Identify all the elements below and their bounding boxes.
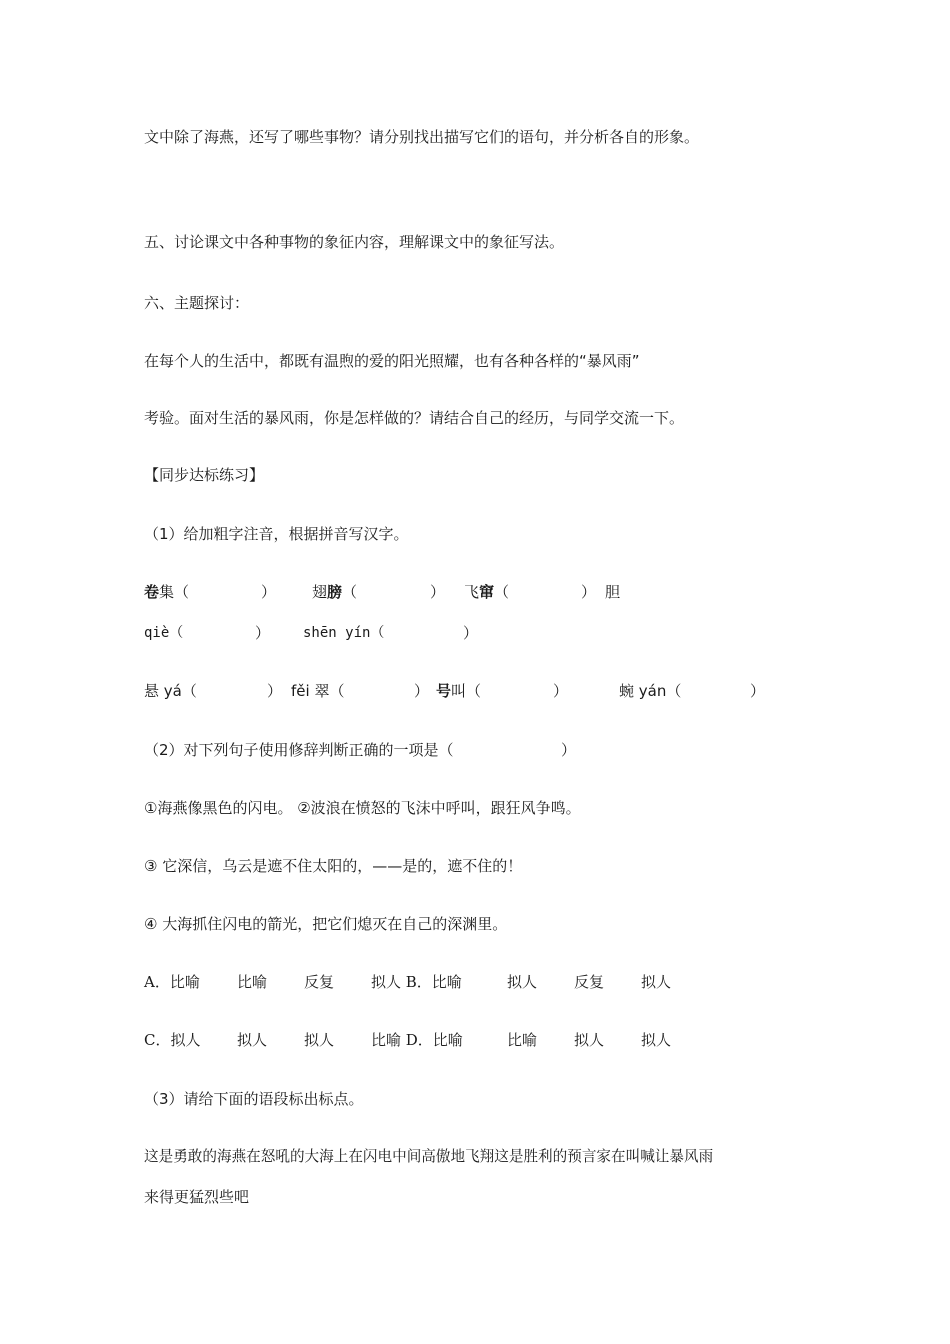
row3-item-d: 蜿 yán（: [619, 682, 682, 700]
exercise-heading: 【同步达标练习】: [144, 466, 265, 484]
item-text: （: [494, 583, 510, 601]
item-text: （: [342, 583, 358, 601]
section-5-heading: 五、讨论课文中各种事物的象征内容，理解课文中的象征写法。: [144, 233, 565, 251]
choice-cell: 比喻 D．比喻: [371, 1031, 463, 1049]
row2-item-a-close: ）: [255, 624, 271, 642]
row2-item-a: qiè（: [144, 625, 184, 641]
row3-item-c-close: ）: [553, 682, 569, 700]
exercise-1-row-2: [144, 623, 844, 643]
choice-cell: 反复: [304, 973, 335, 991]
row3-item-a: 悬 yá（: [144, 682, 197, 700]
row3-item-c: [436, 681, 481, 701]
row3-item-d-close: ）: [750, 682, 766, 700]
exercise-1-prompt: （1）给加粗字注音，根据拼音写汉字。: [144, 525, 409, 543]
bold-char: 窜: [479, 583, 495, 601]
row1-item-b: [312, 582, 357, 602]
choice-cell: 拟人: [641, 1031, 672, 1049]
theme-text-line-2: 考验。面对生活的暴风雨，你是怎样做的？请结合自己的经历，与同学交流一下。: [144, 409, 685, 427]
section-6-heading: 六、主题探讨：: [144, 294, 250, 312]
choice-cell: C．拟人: [144, 1031, 201, 1049]
exercise-1-row-1: [144, 582, 844, 602]
bold-char: 卷: [144, 583, 160, 601]
choices-c-d: [144, 1030, 844, 1050]
choice-cell: 拟人: [304, 1031, 335, 1049]
row1-item-b-close: ）: [430, 583, 446, 601]
choice-cell: 拟人 B．比喻: [371, 973, 462, 991]
exercise-2-close: ）: [561, 741, 577, 759]
row1-item-c: [464, 582, 509, 602]
exercise-3-passage-line-2: 来得更猛烈些吧: [144, 1188, 250, 1206]
choice-cell: 拟人: [237, 1031, 268, 1049]
item-text: 集（: [159, 583, 190, 601]
bold-char: 号: [436, 682, 452, 700]
exercise-2-sentence-4: ④ 大海抓住闪电的箭光，把它们熄灭在自己的深渊里。: [144, 915, 508, 933]
row1-item-d: 胆: [605, 583, 621, 601]
choice-cell: 拟人: [574, 1031, 605, 1049]
row3-item-a-close: ）: [267, 682, 283, 700]
row2-item-b-close: ）: [463, 624, 479, 642]
item-text: 翅: [312, 583, 328, 601]
choice-cell: A．比喻: [144, 973, 200, 991]
exercise-2-sentence-3: ③ 它深信，乌云是遮不住太阳的，——是的，遮不住的！: [144, 857, 523, 875]
row1-item-c-close: ）: [581, 583, 597, 601]
row3-item-b-close: ）: [414, 682, 430, 700]
exercise-2-sentences-1-2: ①海燕像黑色的闪电。 ②波浪在愤怒的飞沫中呼叫，跟狂风争鸣。: [144, 799, 581, 817]
choice-cell: 反复: [574, 973, 605, 991]
question-4: 文中除了海燕，还写了哪些事物？请分别找出描写它们的语句，并分析各自的形象。: [144, 128, 700, 146]
bold-char: 膀: [327, 583, 343, 601]
row3-item-b: fěi 翠（: [291, 682, 345, 700]
choice-cell: 比喻: [507, 1031, 538, 1049]
choice-cell: 比喻: [237, 973, 268, 991]
exercise-2-prompt: （2）对下列句子使用修辞判断正确的一项是（: [144, 741, 454, 759]
item-text: 飞: [464, 583, 480, 601]
item-text: 叫（: [451, 682, 482, 700]
exercise-1-row-3: [144, 681, 844, 701]
exercise-2-prompt-line: [144, 740, 844, 760]
exercise-3-prompt: （3）请给下面的语段标出标点。: [144, 1090, 364, 1108]
row1-item-a-close: ）: [261, 583, 277, 601]
choices-a-b: [144, 972, 844, 992]
row2-item-b: shēn yín（: [303, 625, 385, 641]
theme-text-line-1: 在每个人的生活中，都既有温煦的爱的阳光照耀，也有各种各样的“暴风雨”: [144, 352, 640, 370]
choice-cell: 拟人: [507, 973, 538, 991]
row1-item-a: [144, 582, 189, 602]
choice-cell: 拟人: [641, 973, 672, 991]
exercise-3-passage-line-1: 这是勇敢的海燕在怒吼的大海上在闪电中间高傲地飞翔这是胜利的预言家在叫喊让暴风雨: [144, 1148, 714, 1165]
